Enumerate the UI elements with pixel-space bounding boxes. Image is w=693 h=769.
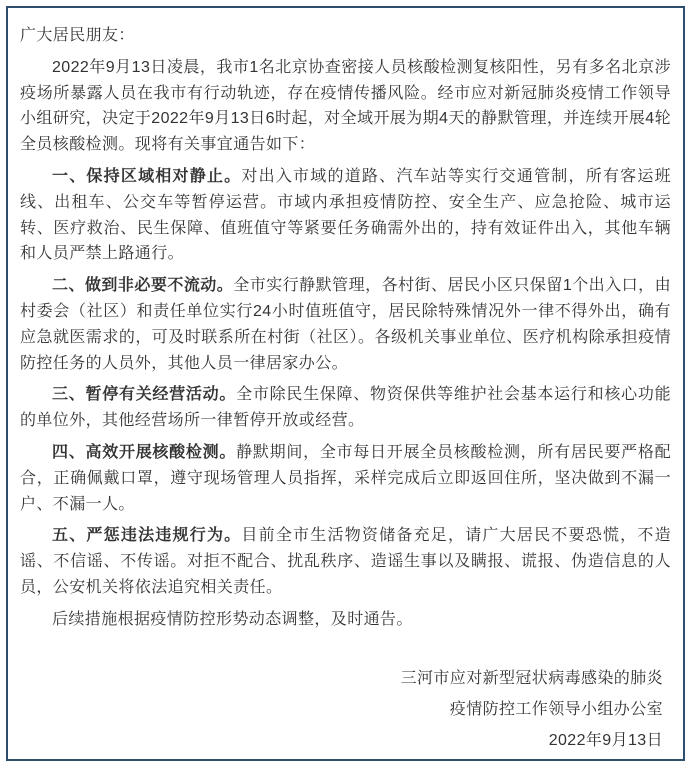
notice-border-frame — [6, 6, 685, 761]
section-5-body: 目前全市生活物资储备充足，请广大居民不要恐慌，不造谣、不信谣、不传谣。对拒不配合、扰乱秩序、造谣生事以及瞒报、谎报、伪造信息的人员，公安机关将依法追究相关责任。 — [20, 527, 671, 596]
section-2 — [20, 273, 671, 376]
section-3-heading: 三、暂停有关经营活动。 — [52, 386, 237, 404]
section-2-heading: 二、做到非必要不流动。 — [52, 277, 234, 295]
salutation: 广大居民朋友： — [20, 27, 135, 44]
section-1-body: 对出入市域的道路、汽车站等实行交通管制，所有客运班线、出租车、公交车等暂停运营。市域内承担疫情防控、安全生产、应急抢险、城市运转、医疗救治、民生保障、值班值守等紧要任务确需外出的，持有效证件出入，其他车辆和人员严禁上路通行。 — [20, 167, 671, 263]
section-3 — [20, 382, 671, 434]
intro-paragraph: 2022年9月13日凌晨，我市1名北京协查密接人员核酸检测复核阳性，另有多名北京涉疫场所暴露人员在我市有行动轨迹，存在疫情传播风险。经市应对新冠肺炎疫情工作领导小组研究，决定于2022年9月13日6时起，对全域开展为期4天的静默管理，并连续开展4轮全员核酸检测。现将有关事宜通告如下： — [20, 58, 671, 154]
signature-line-2: 疫情防控工作领导小组办公室 — [449, 700, 663, 718]
section-4-heading: 四、高效开展核酸检测。 — [52, 443, 237, 461]
signature-block — [20, 663, 671, 756]
section-4 — [20, 440, 671, 517]
section-1-heading: 一、保持区域相对静止。 — [52, 167, 242, 185]
section-2-body: 全市实行静默管理，各村街、居民小区只保留1个出入口，由村委会（社区）和责任单位实行24小时值班值守，居民除特殊情况外一律不得外出，确有应急就医需求的，可及时联系所在村街（社区）。各级机关事业单位、医疗机构除承担疫情防控任务的人员外，其他人员一律居家办公。 — [20, 277, 671, 372]
closing-paragraph: 后续措施根据疫情防控形势动态调整，及时通告。 — [52, 610, 413, 628]
section-1 — [20, 164, 671, 267]
section-3-body: 全市除民生保障、物资保供等维护社会基本运行和核心功能的单位外，其他经营场所一律暂停开放或经营。 — [20, 386, 671, 430]
section-4-body: 静默期间，全市每日开展全员核酸检测，所有居民要严格配合，正确佩戴口罩，遵守现场管理人员指挥，采样完成后立即返回住所，坚决做到不漏一户、不漏一人。 — [20, 443, 671, 513]
signature-date: 2022年9月13日 — [548, 731, 663, 749]
section-5-heading: 五、严惩违法违规行为。 — [52, 527, 242, 545]
signature-line-1: 三河市应对新型冠状病毒感染的肺炎 — [400, 669, 663, 687]
section-5 — [20, 523, 671, 600]
